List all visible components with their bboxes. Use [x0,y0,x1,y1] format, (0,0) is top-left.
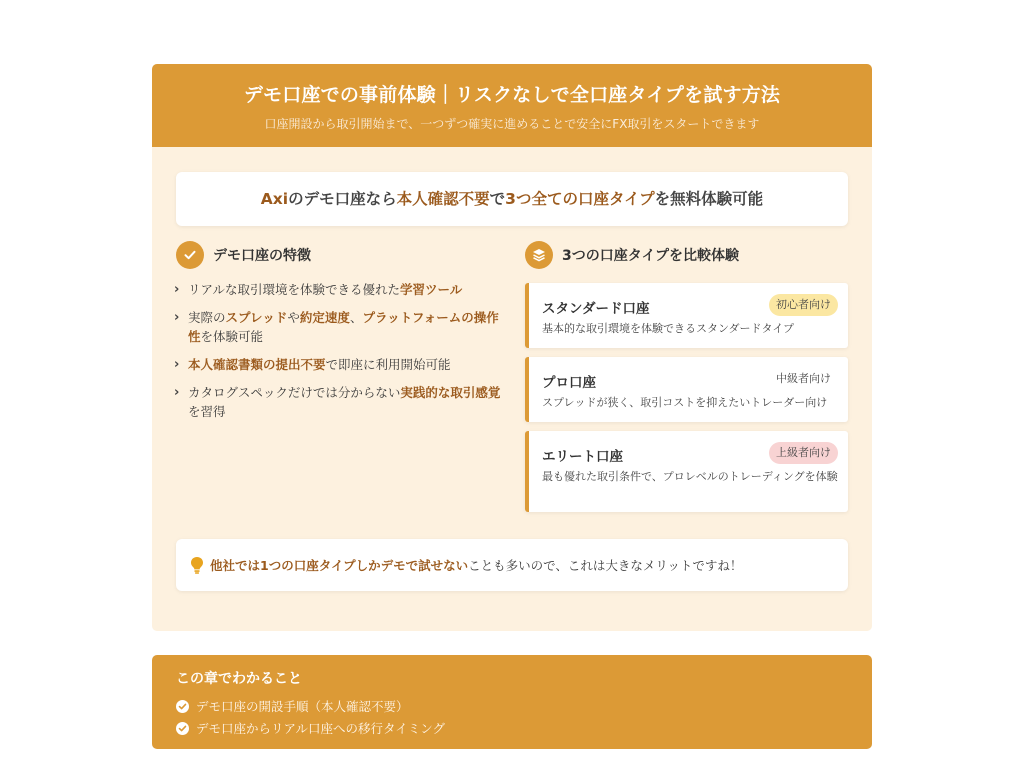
headline-highlight: 本人確認不要 [396,190,490,208]
feature-text: や [287,310,300,325]
feature-text: 実際の [188,310,226,325]
level-badge: 上級者向け [769,442,838,464]
account-name: プロ口座 [542,375,596,391]
page-subtitle: 口座開設から取引開始まで、一つずつ確実に進めることで安全にFX取引をスタートできます [264,117,760,131]
feature-text: を習得 [188,404,226,419]
feature-highlight: スプレッド [225,310,288,325]
features-heading-label: デモ口座の特徴 [213,248,311,264]
accounts-heading-label: 3つの口座タイプを比較体験 [562,248,740,264]
list-item [174,355,504,374]
check-icon [176,241,204,269]
chevron-right-icon: › [174,282,180,297]
feature-text: 、 [349,310,363,325]
chevron-right-icon: › [174,357,180,372]
level-badge: 中級者向け [769,368,838,390]
features-heading [176,241,311,269]
layers-icon [525,241,553,269]
feature-text: リアルな取引環境を体験できる優れた [188,282,401,297]
feature-text: カタログスペックだけでは分からない [188,385,401,400]
tip-box [176,539,848,591]
level-badge: 初心者向け [769,294,838,316]
feature-text: を体験可能 [200,329,264,344]
headline-text: のデモ口座なら [288,190,397,208]
features-list [174,280,504,430]
page-title: デモ口座での事前体験｜リスクなしで全口座タイプを試す方法 [243,84,781,106]
account-description: 基本的な取引環境を体験できるスタンダードタイプ [542,322,795,335]
chevron-right-icon: › [174,385,180,400]
feature-highlight: 実践的な取引感覚 [400,385,501,400]
headline-text: を無料体験可能 [654,190,764,208]
account-card-standard [525,283,848,348]
check-circle-icon [176,722,189,735]
headline-box [176,172,848,226]
feature-highlight: 本人確認書類の提出不要 [188,357,326,372]
list-item [174,308,504,346]
account-name: エリート口座 [542,449,623,465]
list-item [174,280,504,299]
account-name: スタンダード口座 [542,301,650,317]
chapter-title: この章でわかること [176,671,302,687]
account-card-elite [525,431,848,512]
account-card-pro [525,357,848,422]
list-item [176,695,872,717]
feature-text: で即座に利用開始可能 [325,357,451,372]
demo-account-card [152,64,872,631]
chapter-item-label: デモ口座からリアル口座への移行タイミング [196,721,446,736]
chevron-right-icon: › [174,310,180,325]
list-item [174,383,504,421]
feature-highlight: 約定速度 [299,310,350,325]
feature-highlight: プラットフォームの操作性 [188,310,499,344]
accounts-heading [525,241,739,269]
card-header [152,64,872,147]
tip-highlight: 他社では1つの口座タイプしかデモで試せない [210,558,469,573]
headline-brand: Axi [260,190,289,208]
headline-text: で [489,190,506,208]
chapter-summary [152,655,872,749]
feature-highlight: 学習ツール [400,282,463,297]
account-description: スプレッドが狭く、取引コストを抑えたいトレーダー向け [542,396,828,409]
chapter-item-label: デモ口座の開設手順（本人確認不要） [196,699,409,714]
lightbulb-icon [190,556,204,574]
list-item [176,717,872,739]
headline-highlight: 3つ全ての口座タイプ [505,190,655,208]
tip-text: ことも多いので、これは大きなメリットですね！ [468,558,743,573]
check-circle-icon [176,700,189,713]
account-description: 最も優れた取引条件で、プロレベルのトレーディングを体験 [542,470,838,483]
